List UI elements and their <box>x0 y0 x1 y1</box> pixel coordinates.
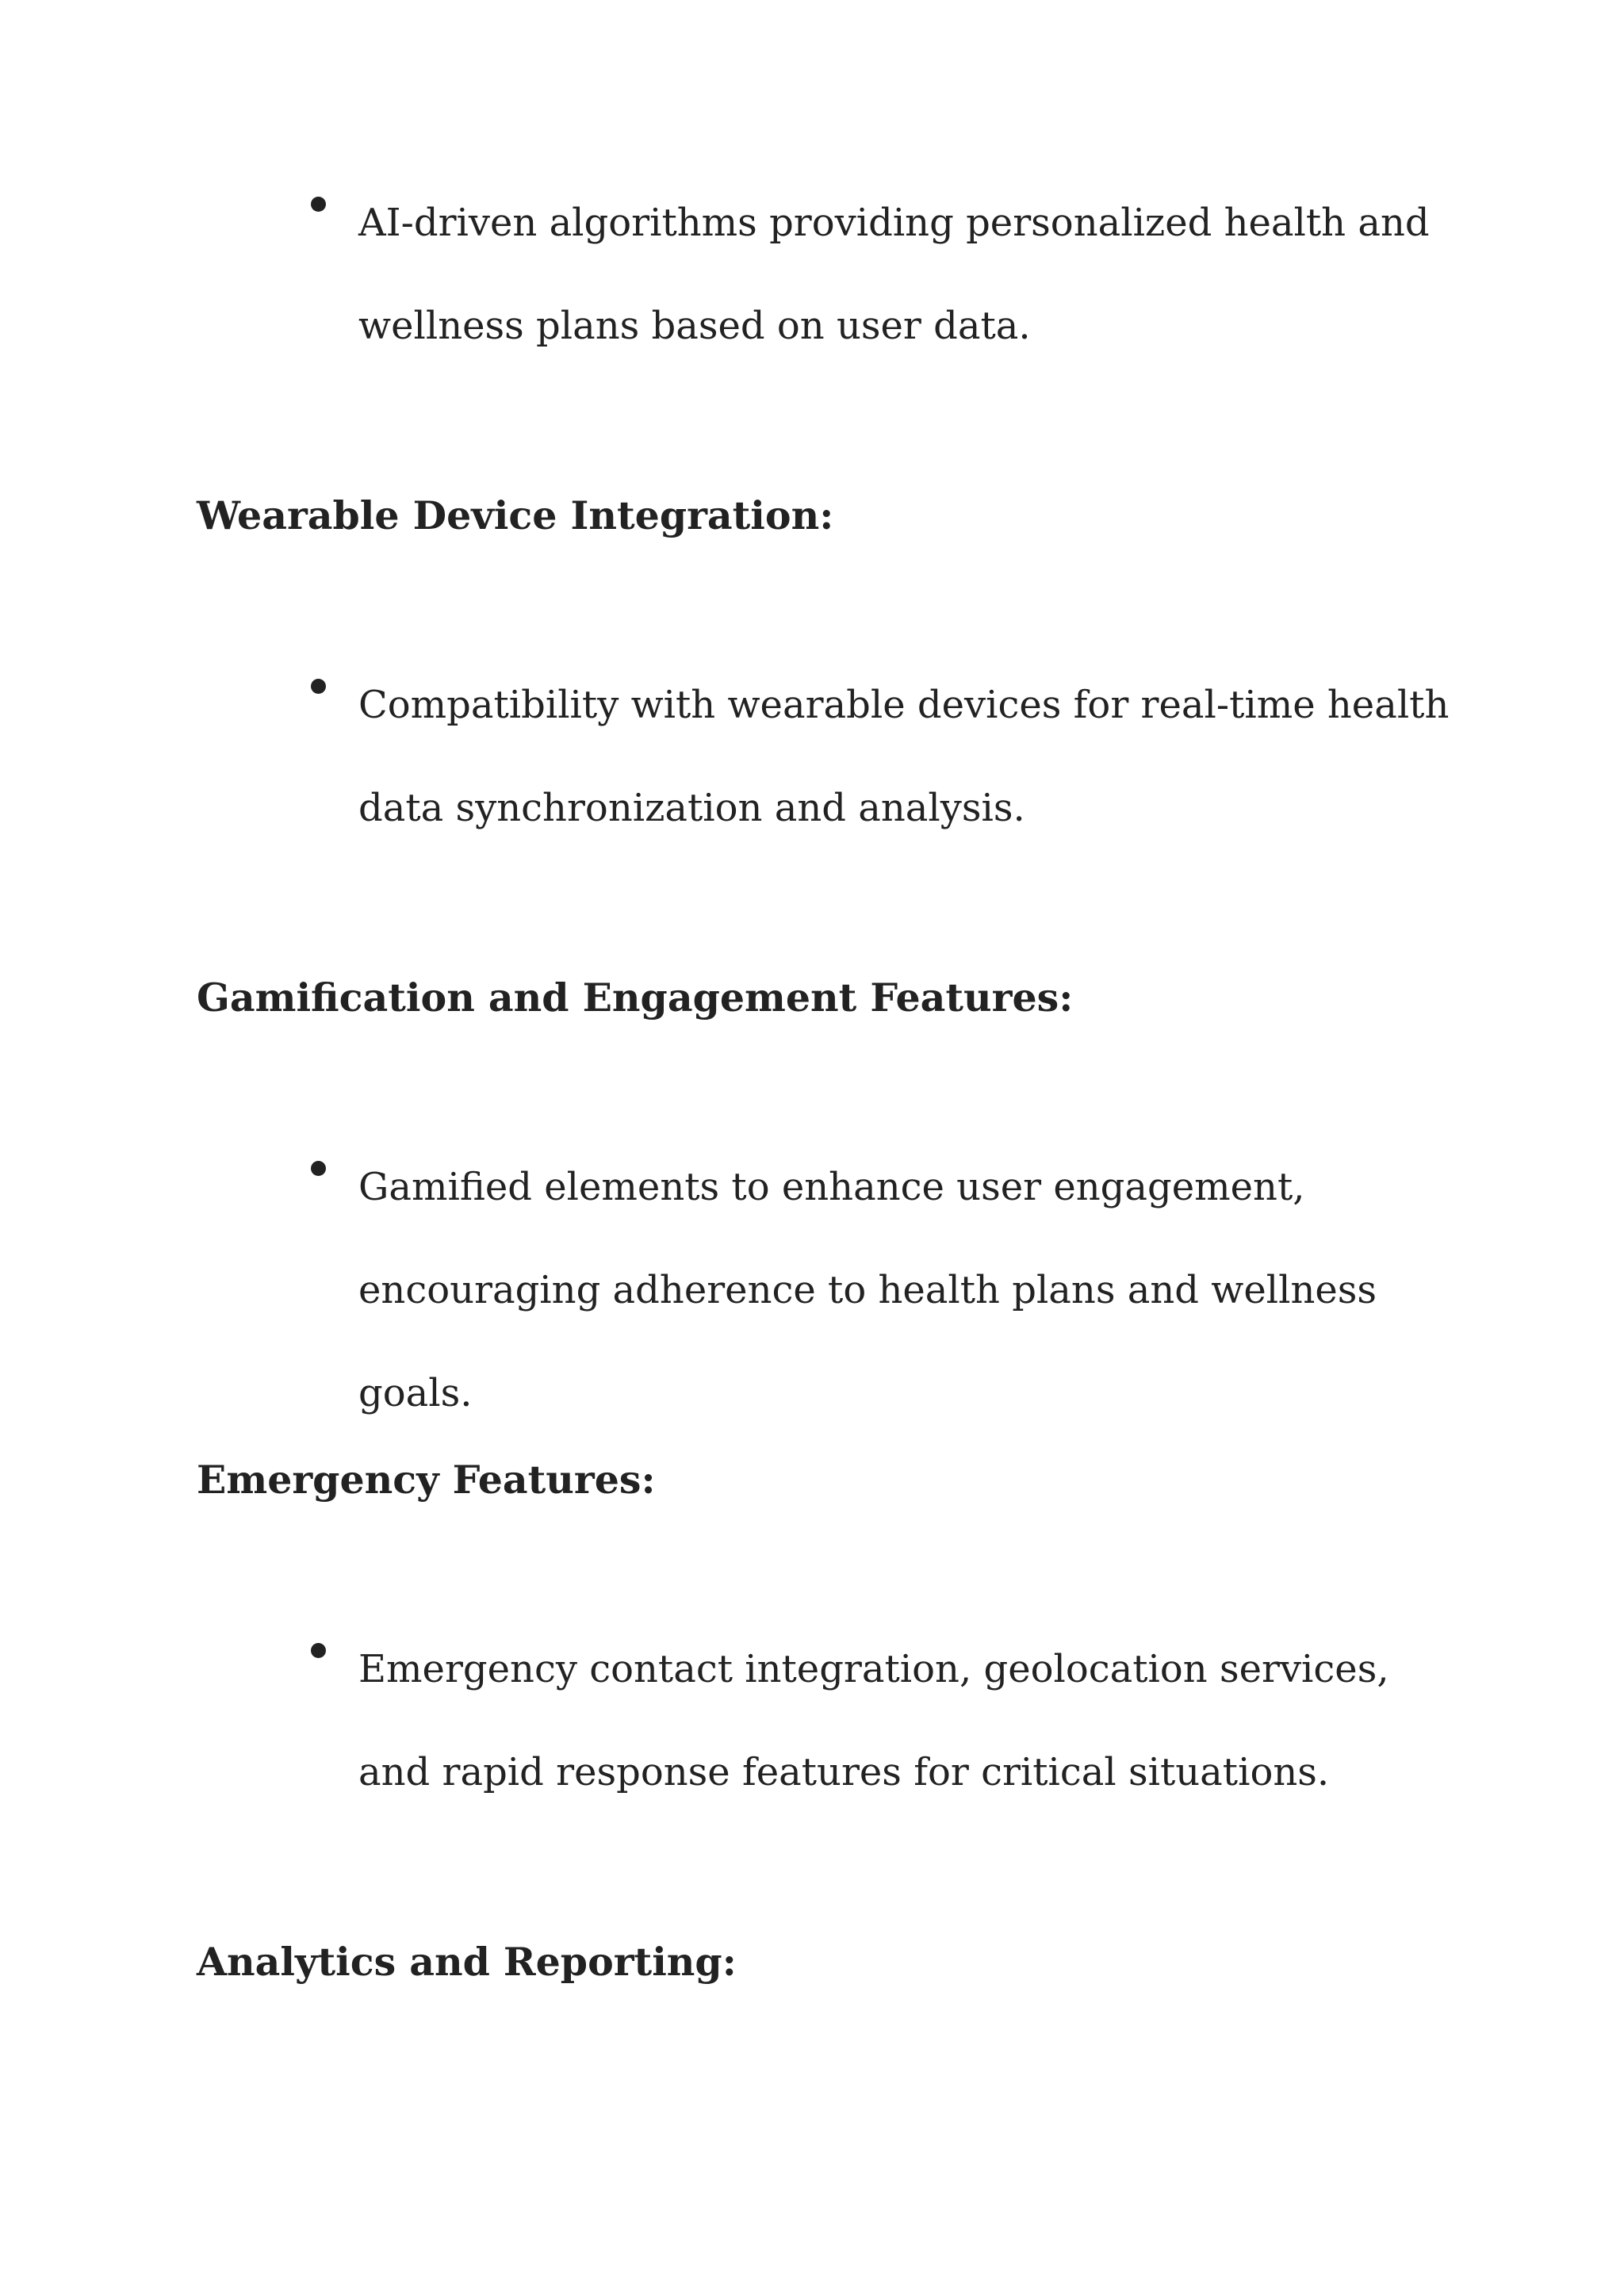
section-heading-emergency: Emergency Features: <box>197 1457 656 1503</box>
bullet-text: AI-driven algorithms providing personalized health and wellness plans based on user data. <box>358 201 1430 348</box>
bullet-text: Compatibility with wearable devices for real-time health data synchronization and analysis. <box>358 683 1450 830</box>
bullet-dot-icon <box>311 679 326 694</box>
bullet-dot-icon <box>311 1643 326 1658</box>
section-heading-analytics: Analytics and Reporting: <box>197 1939 737 1985</box>
bullet-dot-icon <box>311 197 326 212</box>
bullet-text: Gamified elements to enhance user engagement, encouraging adherence to health plans and wellness goals. <box>358 1165 1377 1415</box>
bullet-dot-icon <box>311 1161 326 1176</box>
bullet-text: Emergency contact integration, geolocation services, and rapid response features for critical situations. <box>358 1647 1389 1794</box>
section-heading-gamification: Gamification and Engagement Features: <box>197 975 1074 1021</box>
section-heading-wearable: Wearable Device Integration: <box>197 492 834 538</box>
